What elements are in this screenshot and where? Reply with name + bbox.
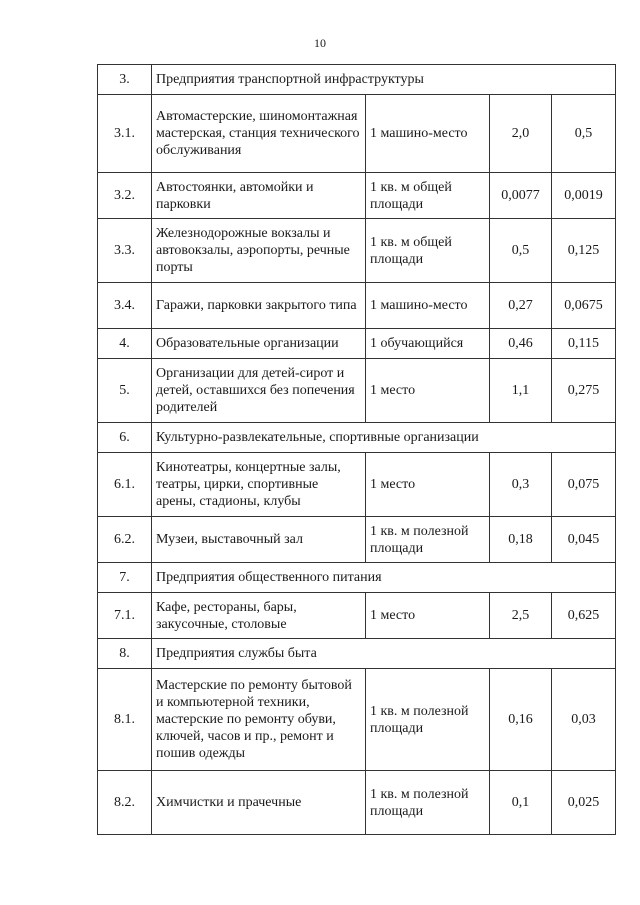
row-value-1: 0,5 [490, 219, 552, 283]
row-value-2: 0,045 [552, 517, 616, 563]
row-number: 6. [98, 423, 152, 453]
table-row [98, 359, 616, 423]
row-name: Мастерские по ремонту бытовой и компьютерной техники, мастерские по ремонту обуви, ключей, часов и пр., ремонт и пошив одежды [152, 669, 366, 771]
row-value-2: 0,03 [552, 669, 616, 771]
table-row [98, 453, 616, 517]
row-value-2: 0,075 [552, 453, 616, 517]
row-name: Химчистки и прачечные [152, 771, 366, 835]
section-row [98, 65, 616, 95]
row-number: 3.3. [98, 219, 152, 283]
row-name: Музеи, выставочный зал [152, 517, 366, 563]
row-value-2: 0,115 [552, 329, 616, 359]
row-value-1: 2,5 [490, 593, 552, 639]
row-value-1: 0,46 [490, 329, 552, 359]
row-value-1: 0,18 [490, 517, 552, 563]
table-row [98, 219, 616, 283]
row-value-1: 0,1 [490, 771, 552, 835]
table-row [98, 771, 616, 835]
norms-table [97, 64, 616, 835]
row-number: 3. [98, 65, 152, 95]
page-number: 10 [314, 36, 326, 50]
table-row [98, 329, 616, 359]
row-value-2: 0,625 [552, 593, 616, 639]
row-unit: 1 место [366, 359, 490, 423]
row-number: 3.4. [98, 283, 152, 329]
row-value-1: 0,27 [490, 283, 552, 329]
row-unit: 1 кв. м полезной площади [366, 771, 490, 835]
row-value-1: 0,3 [490, 453, 552, 517]
table-row [98, 593, 616, 639]
row-value-1: 2,0 [490, 95, 552, 173]
section-title: Культурно-развлекательные, спортивные организации [152, 423, 616, 453]
table-row [98, 517, 616, 563]
section-title: Предприятия общественного питания [152, 563, 616, 593]
row-value-2: 0,025 [552, 771, 616, 835]
section-row [98, 563, 616, 593]
row-number: 5. [98, 359, 152, 423]
row-number: 3.1. [98, 95, 152, 173]
table-row [98, 669, 616, 771]
row-value-2: 0,275 [552, 359, 616, 423]
row-number: 6.1. [98, 453, 152, 517]
row-unit: 1 машино-место [366, 283, 490, 329]
row-name: Автомастерские, шиномонтажная мастерская, станция технического обслуживания [152, 95, 366, 173]
row-unit: 1 кв. м полезной площади [366, 517, 490, 563]
row-name: Железнодорожные вокзалы и автовокзалы, аэропорты, речные порты [152, 219, 366, 283]
row-number: 8.1. [98, 669, 152, 771]
row-value-2: 0,0019 [552, 173, 616, 219]
row-value-2: 0,0675 [552, 283, 616, 329]
row-name: Образовательные организации [152, 329, 366, 359]
section-row [98, 423, 616, 453]
table-row [98, 283, 616, 329]
row-number: 7. [98, 563, 152, 593]
row-name: Автостоянки, автомойки и парковки [152, 173, 366, 219]
row-unit: 1 кв. м общей площади [366, 173, 490, 219]
row-value-2: 0,125 [552, 219, 616, 283]
row-name: Организации для детей-сирот и детей, оставшихся без попечения родителей [152, 359, 366, 423]
section-title: Предприятия службы быта [152, 639, 616, 669]
row-number: 7.1. [98, 593, 152, 639]
row-number: 6.2. [98, 517, 152, 563]
row-name: Кафе, рестораны, бары, закусочные, столовые [152, 593, 366, 639]
row-value-1: 0,0077 [490, 173, 552, 219]
row-value-1: 1,1 [490, 359, 552, 423]
table-row [98, 173, 616, 219]
row-number: 8.2. [98, 771, 152, 835]
row-value-1: 0,16 [490, 669, 552, 771]
row-number: 3.2. [98, 173, 152, 219]
section-row [98, 639, 616, 669]
row-unit: 1 место [366, 593, 490, 639]
table-row [98, 95, 616, 173]
row-name: Гаражи, парковки закрытого типа [152, 283, 366, 329]
row-number: 4. [98, 329, 152, 359]
row-name: Кинотеатры, концертные залы, театры, цирки, спортивные арены, стадионы, клубы [152, 453, 366, 517]
row-number: 8. [98, 639, 152, 669]
row-unit: 1 машино-место [366, 95, 490, 173]
row-unit: 1 обучающийся [366, 329, 490, 359]
row-unit: 1 место [366, 453, 490, 517]
row-unit: 1 кв. м общей площади [366, 219, 490, 283]
row-unit: 1 кв. м полезной площади [366, 669, 490, 771]
row-value-2: 0,5 [552, 95, 616, 173]
section-title: Предприятия транспортной инфраструктуры [152, 65, 616, 95]
